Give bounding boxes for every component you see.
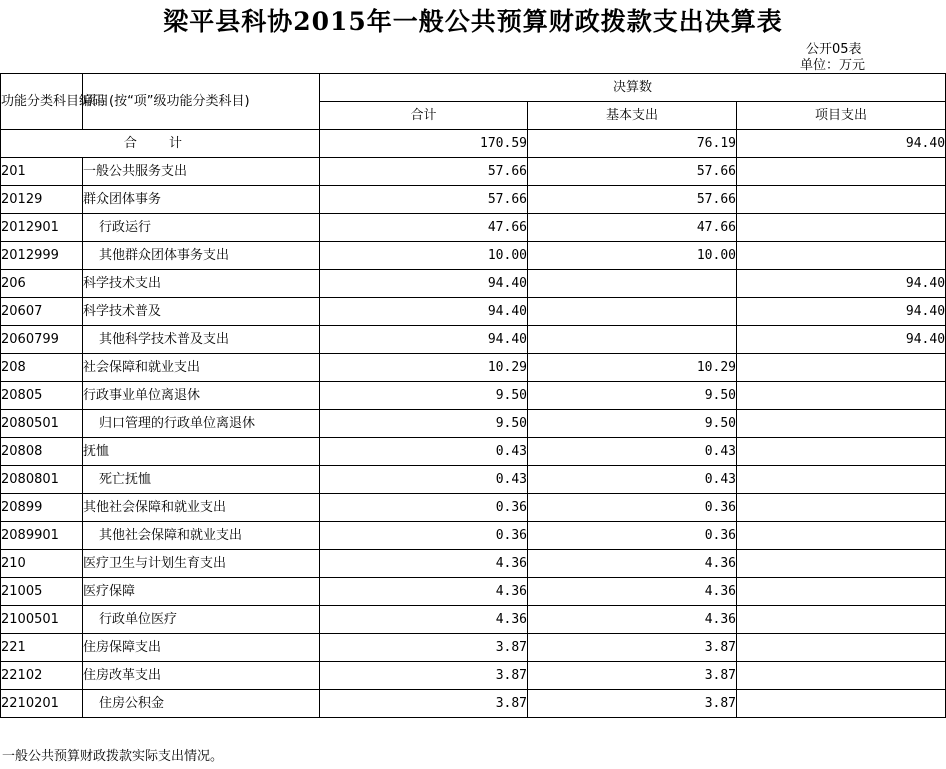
row-code: 2012999 bbox=[1, 242, 83, 270]
total-label: 合 计 bbox=[1, 130, 320, 158]
row-code: 20808 bbox=[1, 438, 83, 466]
row-code: 2210201 bbox=[1, 690, 83, 718]
page-title: 梁平县科协2015年一般公共预算财政拨款支出决算表 bbox=[163, 7, 783, 36]
row-code: 20607 bbox=[1, 298, 83, 326]
table-row bbox=[1, 298, 946, 326]
row-item: 住房保障支出 bbox=[83, 634, 320, 662]
row-item: 抚恤 bbox=[83, 438, 320, 466]
row-item: 科学技术普及 bbox=[83, 298, 320, 326]
row-code: 2080501 bbox=[1, 410, 83, 438]
row-basic bbox=[528, 326, 737, 354]
row-project: 94.40 bbox=[737, 298, 946, 326]
table-row bbox=[1, 550, 946, 578]
total-row bbox=[1, 130, 946, 158]
row-basic: 4.36 bbox=[528, 550, 737, 578]
row-item: 群众团体事务 bbox=[83, 186, 320, 214]
row-total: 9.50 bbox=[320, 382, 528, 410]
row-total: 9.50 bbox=[320, 410, 528, 438]
row-item: 社会保障和就业支出 bbox=[83, 354, 320, 382]
table-row bbox=[1, 634, 946, 662]
row-item: 其他社会保障和就业支出 bbox=[83, 522, 320, 550]
row-total: 47.66 bbox=[320, 214, 528, 242]
row-item: 医疗保障 bbox=[83, 578, 320, 606]
row-code: 22102 bbox=[1, 662, 83, 690]
row-code: 2100501 bbox=[1, 606, 83, 634]
unit-label: 单位：万元 bbox=[800, 58, 866, 73]
row-project bbox=[737, 578, 946, 606]
row-item: 行政运行 bbox=[83, 214, 320, 242]
row-basic: 47.66 bbox=[528, 214, 737, 242]
row-project bbox=[737, 466, 946, 494]
row-total: 4.36 bbox=[320, 578, 528, 606]
row-item: 科学技术支出 bbox=[83, 270, 320, 298]
footnote: 一般公共预算财政拨款实际支出情况。 bbox=[2, 749, 224, 764]
row-code: 210 bbox=[1, 550, 83, 578]
row-code: 2060799 bbox=[1, 326, 83, 354]
header-item: 项目(按“项”级功能分类科目) bbox=[83, 74, 320, 130]
row-project bbox=[737, 550, 946, 578]
row-project bbox=[737, 242, 946, 270]
table-row bbox=[1, 438, 946, 466]
table-row bbox=[1, 326, 946, 354]
row-item: 其他科学技术普及支出 bbox=[83, 326, 320, 354]
header-project: 项目支出 bbox=[737, 102, 946, 130]
row-item: 其他社会保障和就业支出 bbox=[83, 494, 320, 522]
row-basic: 0.43 bbox=[528, 466, 737, 494]
table-row bbox=[1, 270, 946, 298]
row-code: 21005 bbox=[1, 578, 83, 606]
row-project bbox=[737, 354, 946, 382]
row-item: 行政事业单位离退休 bbox=[83, 382, 320, 410]
table-row bbox=[1, 690, 946, 718]
table-row bbox=[1, 494, 946, 522]
row-basic: 0.36 bbox=[528, 494, 737, 522]
row-basic: 0.36 bbox=[528, 522, 737, 550]
row-project: 94.40 bbox=[737, 326, 946, 354]
row-basic: 0.43 bbox=[528, 438, 737, 466]
row-code: 206 bbox=[1, 270, 83, 298]
row-basic: 9.50 bbox=[528, 382, 737, 410]
table-row bbox=[1, 186, 946, 214]
table-row bbox=[1, 214, 946, 242]
table-row bbox=[1, 382, 946, 410]
row-total: 57.66 bbox=[320, 158, 528, 186]
row-item: 其他群众团体事务支出 bbox=[83, 242, 320, 270]
row-project bbox=[737, 690, 946, 718]
row-project bbox=[737, 494, 946, 522]
row-project bbox=[737, 438, 946, 466]
table-row bbox=[1, 522, 946, 550]
row-basic: 10.00 bbox=[528, 242, 737, 270]
row-code: 201 bbox=[1, 158, 83, 186]
row-basic bbox=[528, 270, 737, 298]
row-total: 0.43 bbox=[320, 466, 528, 494]
row-project bbox=[737, 410, 946, 438]
header-total: 合计 bbox=[320, 102, 528, 130]
budget-table bbox=[0, 73, 946, 718]
row-total: 94.40 bbox=[320, 326, 528, 354]
row-basic: 57.66 bbox=[528, 158, 737, 186]
row-basic: 3.87 bbox=[528, 690, 737, 718]
row-code: 2080801 bbox=[1, 466, 83, 494]
row-project bbox=[737, 634, 946, 662]
row-total: 94.40 bbox=[320, 270, 528, 298]
row-item: 死亡抚恤 bbox=[83, 466, 320, 494]
row-total: 94.40 bbox=[320, 298, 528, 326]
table-row bbox=[1, 606, 946, 634]
row-basic: 3.87 bbox=[528, 634, 737, 662]
table-row bbox=[1, 242, 946, 270]
row-total: 3.87 bbox=[320, 634, 528, 662]
header-basic: 基本支出 bbox=[528, 102, 737, 130]
header-code: 功能分类科目编码 bbox=[1, 74, 83, 130]
row-item: 医疗卫生与计划生育支出 bbox=[83, 550, 320, 578]
row-basic: 10.29 bbox=[528, 354, 737, 382]
table-row bbox=[1, 410, 946, 438]
table-row bbox=[1, 578, 946, 606]
row-total: 4.36 bbox=[320, 606, 528, 634]
row-project bbox=[737, 214, 946, 242]
row-total: 3.87 bbox=[320, 690, 528, 718]
form-number: 公开05表 bbox=[806, 42, 862, 57]
row-code: 20129 bbox=[1, 186, 83, 214]
row-project: 94.40 bbox=[737, 270, 946, 298]
table-row bbox=[1, 158, 946, 186]
row-total: 10.29 bbox=[320, 354, 528, 382]
row-basic: 4.36 bbox=[528, 578, 737, 606]
row-basic bbox=[528, 298, 737, 326]
row-total: 0.43 bbox=[320, 438, 528, 466]
row-project bbox=[737, 522, 946, 550]
row-project bbox=[737, 662, 946, 690]
row-project bbox=[737, 382, 946, 410]
row-project bbox=[737, 606, 946, 634]
table-row bbox=[1, 354, 946, 382]
row-item: 行政单位医疗 bbox=[83, 606, 320, 634]
row-total: 10.00 bbox=[320, 242, 528, 270]
row-code: 20805 bbox=[1, 382, 83, 410]
row-total: 0.36 bbox=[320, 522, 528, 550]
row-code: 20899 bbox=[1, 494, 83, 522]
total-basic: 76.19 bbox=[528, 130, 737, 158]
row-item: 住房公积金 bbox=[83, 690, 320, 718]
row-basic: 3.87 bbox=[528, 662, 737, 690]
row-total: 57.66 bbox=[320, 186, 528, 214]
row-basic: 4.36 bbox=[528, 606, 737, 634]
table-row bbox=[1, 662, 946, 690]
row-item: 住房改革支出 bbox=[83, 662, 320, 690]
row-code: 2012901 bbox=[1, 214, 83, 242]
row-project bbox=[737, 186, 946, 214]
row-code: 2089901 bbox=[1, 522, 83, 550]
table-row bbox=[1, 466, 946, 494]
header-final-amount: 决算数 bbox=[320, 74, 946, 102]
row-basic: 57.66 bbox=[528, 186, 737, 214]
row-total: 0.36 bbox=[320, 494, 528, 522]
table-body bbox=[1, 130, 946, 718]
row-code: 221 bbox=[1, 634, 83, 662]
row-item: 一般公共服务支出 bbox=[83, 158, 320, 186]
row-basic: 9.50 bbox=[528, 410, 737, 438]
row-code: 208 bbox=[1, 354, 83, 382]
total-project: 94.40 bbox=[737, 130, 946, 158]
row-total: 4.36 bbox=[320, 550, 528, 578]
total-sum: 170.59 bbox=[320, 130, 528, 158]
row-project bbox=[737, 158, 946, 186]
row-item: 归口管理的行政单位离退休 bbox=[83, 410, 320, 438]
row-total: 3.87 bbox=[320, 662, 528, 690]
